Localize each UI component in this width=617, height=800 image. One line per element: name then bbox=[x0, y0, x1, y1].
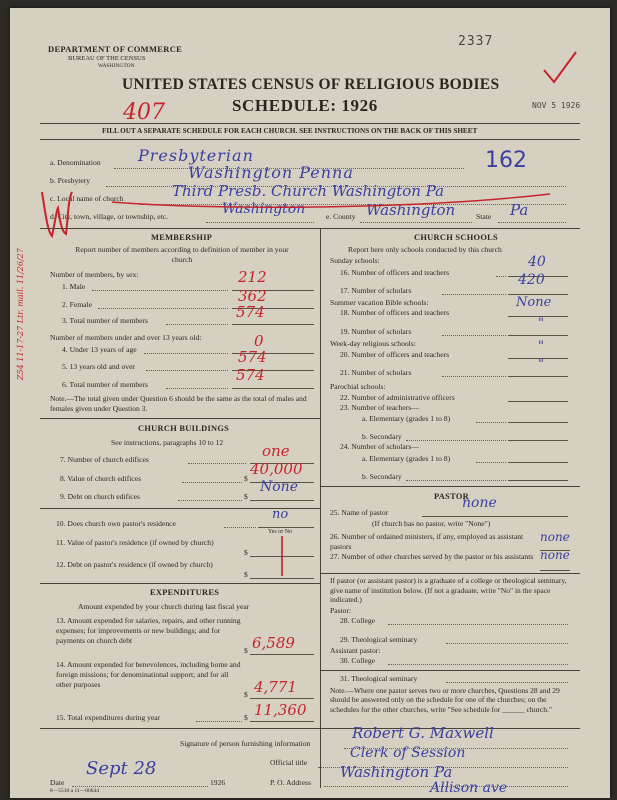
q23-label: 23. Number of teachers— bbox=[340, 403, 419, 412]
local-name-value: Third Presb. Church Washington Pa bbox=[172, 182, 445, 200]
q14-dollar: $ bbox=[244, 690, 248, 699]
q5-value: 574 bbox=[238, 348, 267, 366]
q21-label: 21. Number of scholars bbox=[340, 368, 412, 377]
q1-value: 212 bbox=[238, 268, 267, 286]
expenditures-sub: Amount expended by your church during last fiscal year bbox=[78, 602, 250, 611]
pastor-note: Note.—Where one pastor serves two or more churches, Questions 28 and 29 should be answered only on the schedule for one of the churches; on the schedules for the other churches, write "See schedule for ______ church." bbox=[330, 686, 560, 714]
city-label-field: d. City, town, village, or township, etc. bbox=[50, 212, 169, 221]
sunday-schools: Sunday schools: bbox=[330, 256, 380, 265]
q25-label: 25. Name of pastor bbox=[330, 508, 389, 517]
q16-value: 40 bbox=[528, 254, 546, 270]
q26-label: 26. Number of ordained ministers, if any, employed as assistant pastors bbox=[330, 532, 524, 551]
schedule-title: SCHEDULE: 1926 bbox=[232, 96, 378, 115]
received-date-stamp: NOV 5 1926 bbox=[532, 101, 581, 110]
q4-label: 4. Under 13 years of age bbox=[62, 345, 137, 354]
q2-label: 2. Female bbox=[62, 300, 92, 309]
po-address-value-2: Allison ave bbox=[430, 780, 508, 796]
signature-value: Robert G. Maxwell bbox=[352, 724, 494, 742]
red-underline-mark-icon bbox=[110, 184, 570, 214]
q29-label: 29. Theological seminary bbox=[340, 635, 418, 644]
schools-heading: CHURCH SCHOOLS bbox=[414, 233, 499, 242]
po-address-label: P. O. Address bbox=[270, 778, 311, 787]
q24b-label: b. Secondary bbox=[362, 472, 402, 481]
red-margin-w-icon bbox=[38, 188, 74, 240]
margin-red-note: Z54 11-17-27 Ltr. mail. 11/26/27 bbox=[16, 248, 25, 380]
instruction-line: FILL OUT A SEPARATE SCHEDULE FOR EACH CHURCH. SEE INSTRUCTIONS ON THE BACK OF THIS SHEET bbox=[102, 127, 478, 135]
members-by-age: Number of members under and over 13 years old: bbox=[50, 333, 202, 342]
assistant-sub: Assistant pastor: bbox=[330, 646, 381, 655]
official-title-value: Clerk of Session bbox=[350, 745, 466, 761]
q7-label: 7. Number of church edifices bbox=[60, 455, 149, 464]
q24a-label: a. Elementary (grades 1 to 8) bbox=[362, 454, 451, 463]
state-value: Pa bbox=[510, 201, 529, 219]
red-dash-mark-icon bbox=[272, 532, 292, 580]
q3-label: 3. Total number of members bbox=[62, 316, 149, 325]
bureau-label: BUREAU OF THE CENSUS bbox=[68, 55, 146, 62]
q14-value: 4,771 bbox=[254, 678, 297, 696]
q30-label: 30. College bbox=[340, 656, 376, 665]
q8-dollar: $ bbox=[244, 474, 248, 483]
signature-label: Signature of person furnishing information bbox=[180, 739, 311, 748]
q25-note: (If church has no pastor, write "None") bbox=[372, 519, 491, 528]
q24-label: 24. Number of scholars— bbox=[340, 442, 419, 451]
q6-label: 6. Total number of members bbox=[62, 380, 149, 389]
form-number: 8—5518 a 11—00644 bbox=[50, 788, 99, 794]
q18-value: None bbox=[516, 295, 552, 310]
q9-dollar: $ bbox=[244, 492, 248, 501]
q27-value: none bbox=[540, 548, 570, 562]
city-value: Washington bbox=[222, 201, 306, 217]
pastor-sub: Pastor: bbox=[330, 606, 352, 615]
q27-label: 27. Number of other churches served by the pastor or his assistants bbox=[330, 552, 534, 561]
official-title-label: Official title bbox=[270, 758, 308, 767]
county-label: e. County bbox=[326, 212, 356, 221]
q17-value: 420 bbox=[518, 272, 545, 288]
q23a-label: a. Elementary (grades 1 to 8) bbox=[362, 414, 451, 423]
q7-value: one bbox=[262, 442, 290, 460]
membership-intro: Report number of members according to definition of member in your church bbox=[75, 245, 289, 264]
buildings-heading: CHURCH BUILDINGS bbox=[138, 424, 230, 433]
po-address-value: Washington Pa bbox=[340, 763, 453, 781]
q16-label: 16. Number of officers and teachers bbox=[340, 268, 450, 277]
presbytery-value: Washington Penna bbox=[188, 163, 354, 182]
census-schedule-page bbox=[10, 8, 610, 798]
yes-no-note: Yes or No bbox=[268, 529, 293, 535]
q9-label: 9. Debt on church edifices bbox=[60, 492, 140, 501]
membership-note: Note.—The total given under Question 6 should be the same as the total of males and females given under Question 3. bbox=[50, 394, 307, 413]
members-by-sex: Number of members, by sex: bbox=[50, 270, 139, 279]
denomination-value: Presbyterian bbox=[138, 146, 254, 165]
q12-dollar: $ bbox=[244, 570, 248, 579]
weekday-schools: Week-day religious schools: bbox=[330, 339, 416, 348]
q10-value: no bbox=[272, 507, 289, 522]
graduate-note: If pastor (or assistant pastor) is a graduate of a college or theological seminary, give name of institution below. (If not a graduate, write "No" in the space indicated.) bbox=[330, 576, 567, 604]
summer-schools: Summer vacation Bible schools: bbox=[330, 298, 429, 307]
q26-value: none bbox=[540, 530, 570, 544]
q9-value: None bbox=[260, 479, 298, 495]
city-label: WASHINGTON bbox=[98, 63, 135, 69]
q6-value: 574 bbox=[236, 366, 265, 384]
q23b-label: b. Secondary bbox=[362, 432, 402, 441]
q15-label: 15. Total expenditures during year bbox=[56, 713, 161, 722]
q21-value: " bbox=[538, 357, 544, 372]
q2-value: 362 bbox=[238, 287, 267, 305]
q1-label: 1. Male bbox=[62, 282, 86, 291]
q20-value: " bbox=[538, 339, 544, 354]
q4-value: 0 bbox=[254, 332, 264, 350]
q22-label: 22. Number of administrative officers bbox=[340, 393, 455, 402]
q28-label: 28. College bbox=[340, 616, 376, 625]
q25-value: none bbox=[462, 495, 497, 511]
q13-label: 13. Amount expended for salaries, repairs, and other running expenses; for improvements or new buildings; and for payments on church debt bbox=[56, 616, 241, 645]
stamp-number: 2337 bbox=[458, 34, 494, 49]
red-batch-number: 407 bbox=[123, 100, 165, 125]
local-name-label: c. Local name of church bbox=[50, 194, 124, 203]
parochial-schools: Parochial schools: bbox=[330, 382, 386, 391]
q3-value: 574 bbox=[236, 303, 265, 321]
q14-label: 14. Amount expended for benevolences, including home and foreign missions; for denominational support; and for all other purposes bbox=[56, 660, 241, 689]
q18-label: 18. Number of officers and teachers bbox=[340, 308, 450, 317]
q12-label: 12. Debt on pastor's residence (if owned by church) bbox=[56, 560, 213, 569]
q8-label: 8. Value of church edifices bbox=[60, 474, 142, 483]
state-label: State bbox=[476, 212, 492, 221]
q17-label: 17. Number of scholars bbox=[340, 286, 412, 295]
q31-label: 31. Theological seminary bbox=[340, 674, 418, 683]
denomination-code: 162 bbox=[485, 148, 527, 173]
denomination-label: a. Denomination bbox=[50, 158, 101, 167]
red-check-mark-icon bbox=[540, 48, 580, 88]
schools-sub: Report here only schools conducted by this church bbox=[348, 245, 502, 254]
presbytery-label: b. Presbytery bbox=[50, 176, 91, 185]
q11-label: 11. Value of pastor's residence (if owned by church) bbox=[56, 538, 214, 547]
date-value: Sept 28 bbox=[86, 758, 157, 779]
q13-value: 6,589 bbox=[252, 634, 295, 652]
q19-value: " bbox=[538, 316, 544, 331]
q19-label: 19. Number of scholars bbox=[340, 327, 412, 336]
q8-value: 40,000 bbox=[250, 460, 303, 478]
form-title: UNITED STATES CENSUS OF RELIGIOUS BODIES bbox=[122, 76, 500, 93]
q10-label: 10. Does church own pastor's residence bbox=[56, 519, 176, 528]
membership-heading: MEMBERSHIP bbox=[151, 233, 213, 242]
q11-dollar: $ bbox=[244, 548, 248, 557]
date-label: Date bbox=[50, 778, 65, 787]
date-year: 1926 bbox=[210, 778, 226, 787]
q13-dollar: $ bbox=[244, 646, 248, 655]
q20-label: 20. Number of officers and teachers bbox=[340, 350, 450, 359]
department-label: DEPARTMENT OF COMMERCE bbox=[48, 44, 183, 54]
expenditures-heading: EXPENDITURES bbox=[150, 588, 220, 597]
pastor-heading: PASTOR bbox=[434, 492, 469, 501]
buildings-sub: See instructions, paragraphs 10 to 12 bbox=[111, 438, 224, 447]
q15-dollar: $ bbox=[244, 713, 248, 722]
q5-label: 5. 13 years old and over bbox=[62, 362, 135, 371]
q15-value: 11,360 bbox=[254, 701, 307, 719]
county-value: Washington bbox=[366, 201, 456, 219]
